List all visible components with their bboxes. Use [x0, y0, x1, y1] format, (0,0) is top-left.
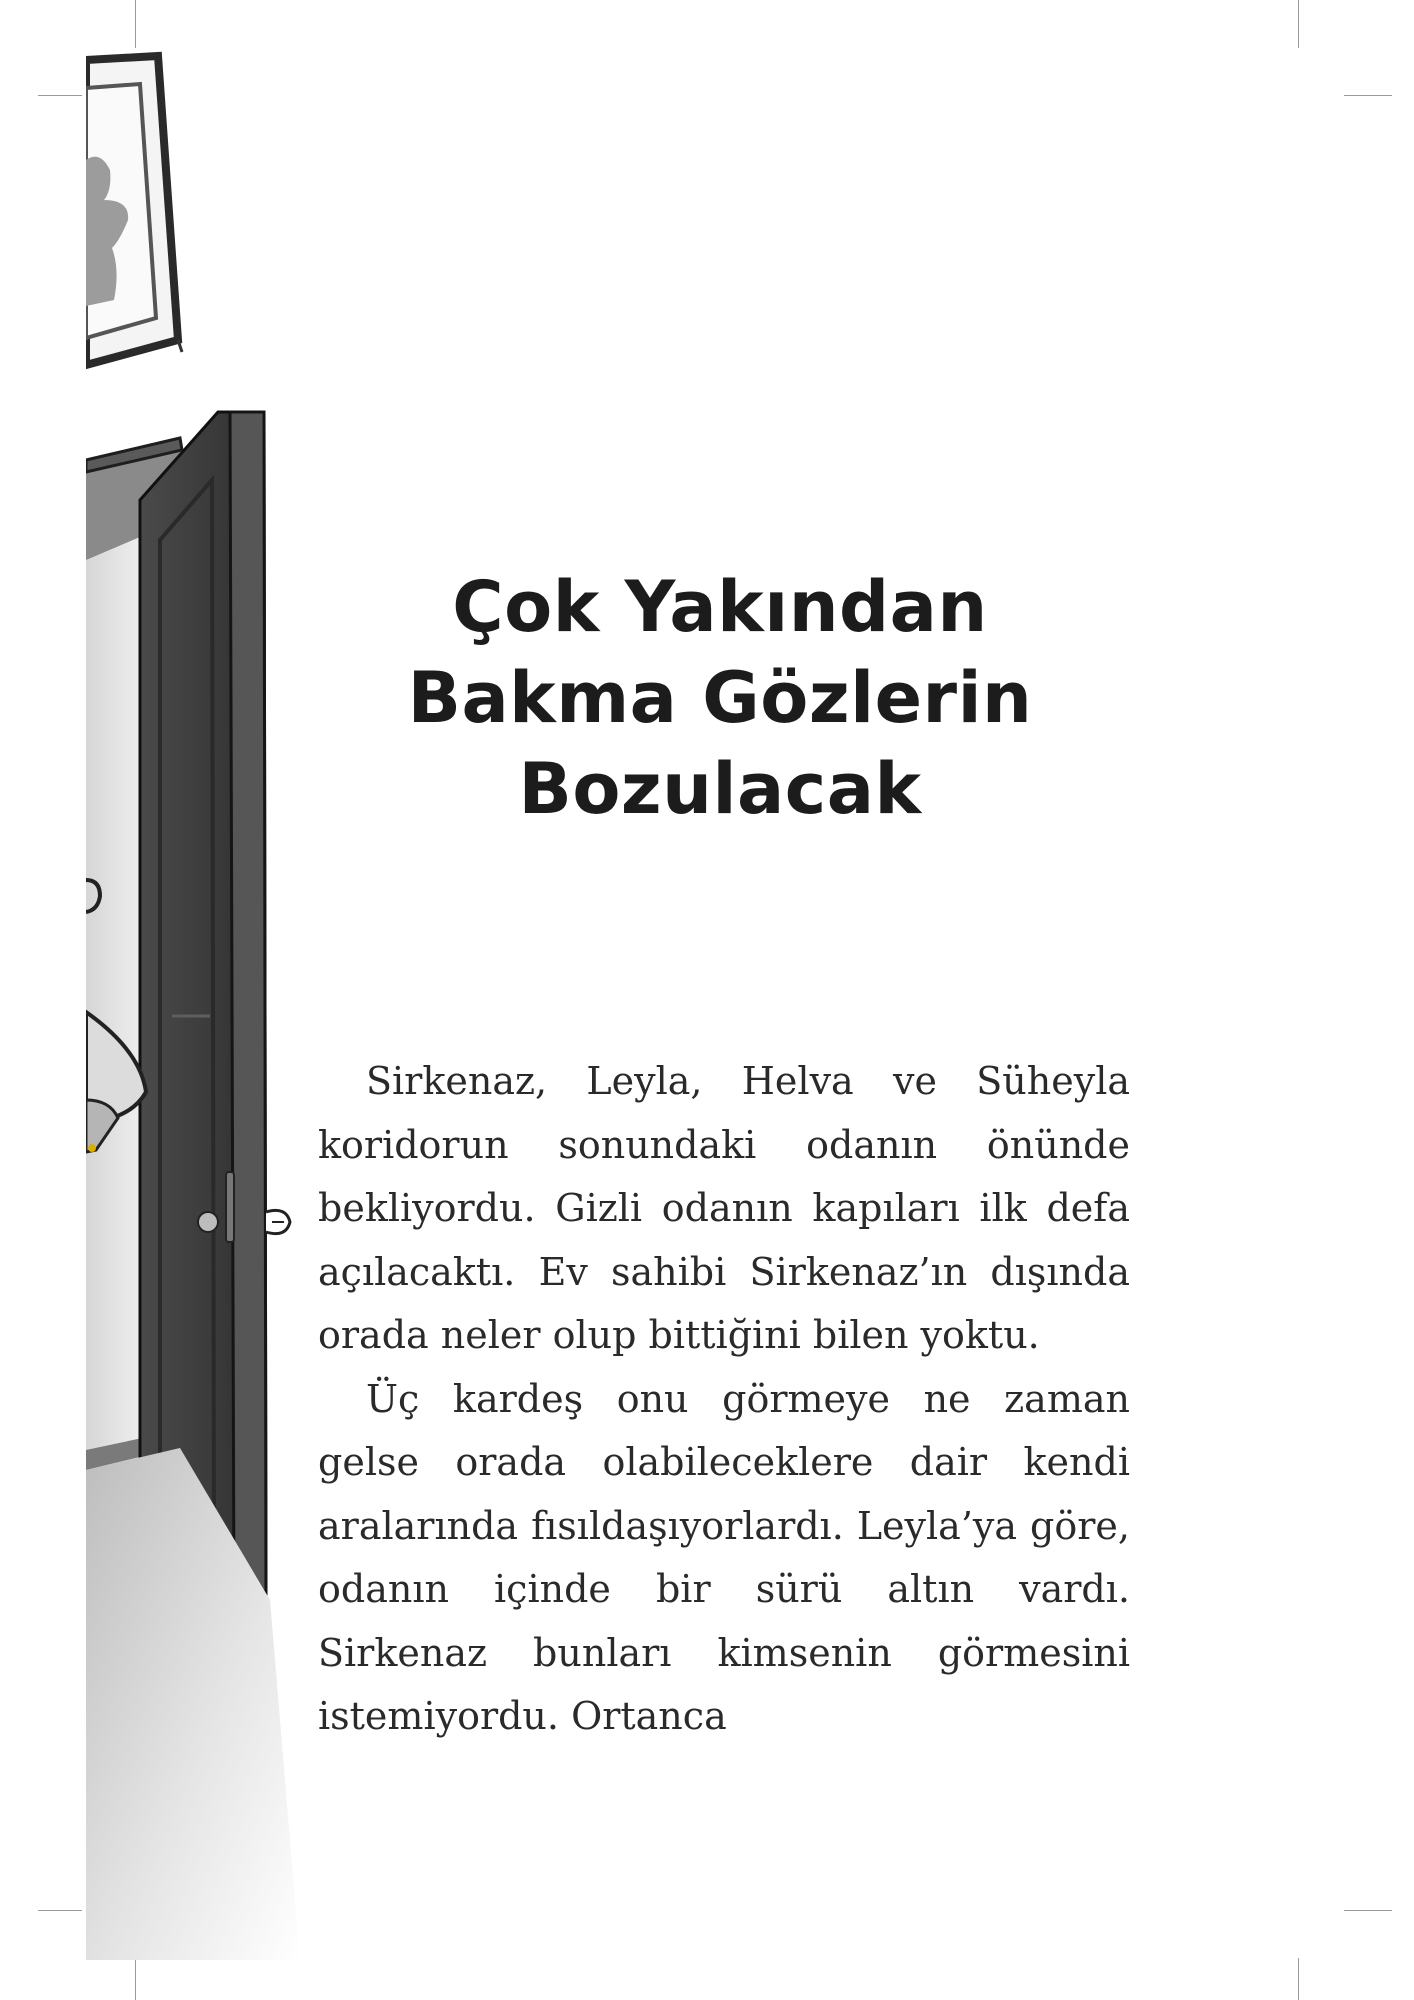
paragraph-2: Üç kardeş onu görmeye ne zaman gelse orada olabileceklere dair kendi aralarında fısıldaşıyorlardı. Leyla’ya göre, odanın içinde bir sürü altın vardı. Sirkenaz bunları kimsenin görmesini istemiyordu. Ortanca [318, 1376, 1130, 1738]
door-icon [140, 412, 266, 1600]
floor-shadow [86, 1448, 300, 1960]
body-text [318, 1050, 1130, 1749]
chapter-title [340, 562, 1100, 835]
paragraph-1: Sirkenaz, Leyla, Helva ve Süheyla koridorun sonundaki odanın önünde bekliyordu. Gizli odanın kapıları ilk defa açılacaktı. Ev sahibi Sirkenaz’ın dışında orada neler olup bittiğini bilen yoktu. [318, 1059, 1130, 1357]
picture-frame-icon [86, 56, 182, 365]
chapter-title-line-3: Bozulacak [518, 748, 922, 830]
chapter-title-line-2: Bakma Gözlerin [407, 657, 1033, 739]
chapter-title-line-1: Çok Yakından [452, 566, 988, 648]
